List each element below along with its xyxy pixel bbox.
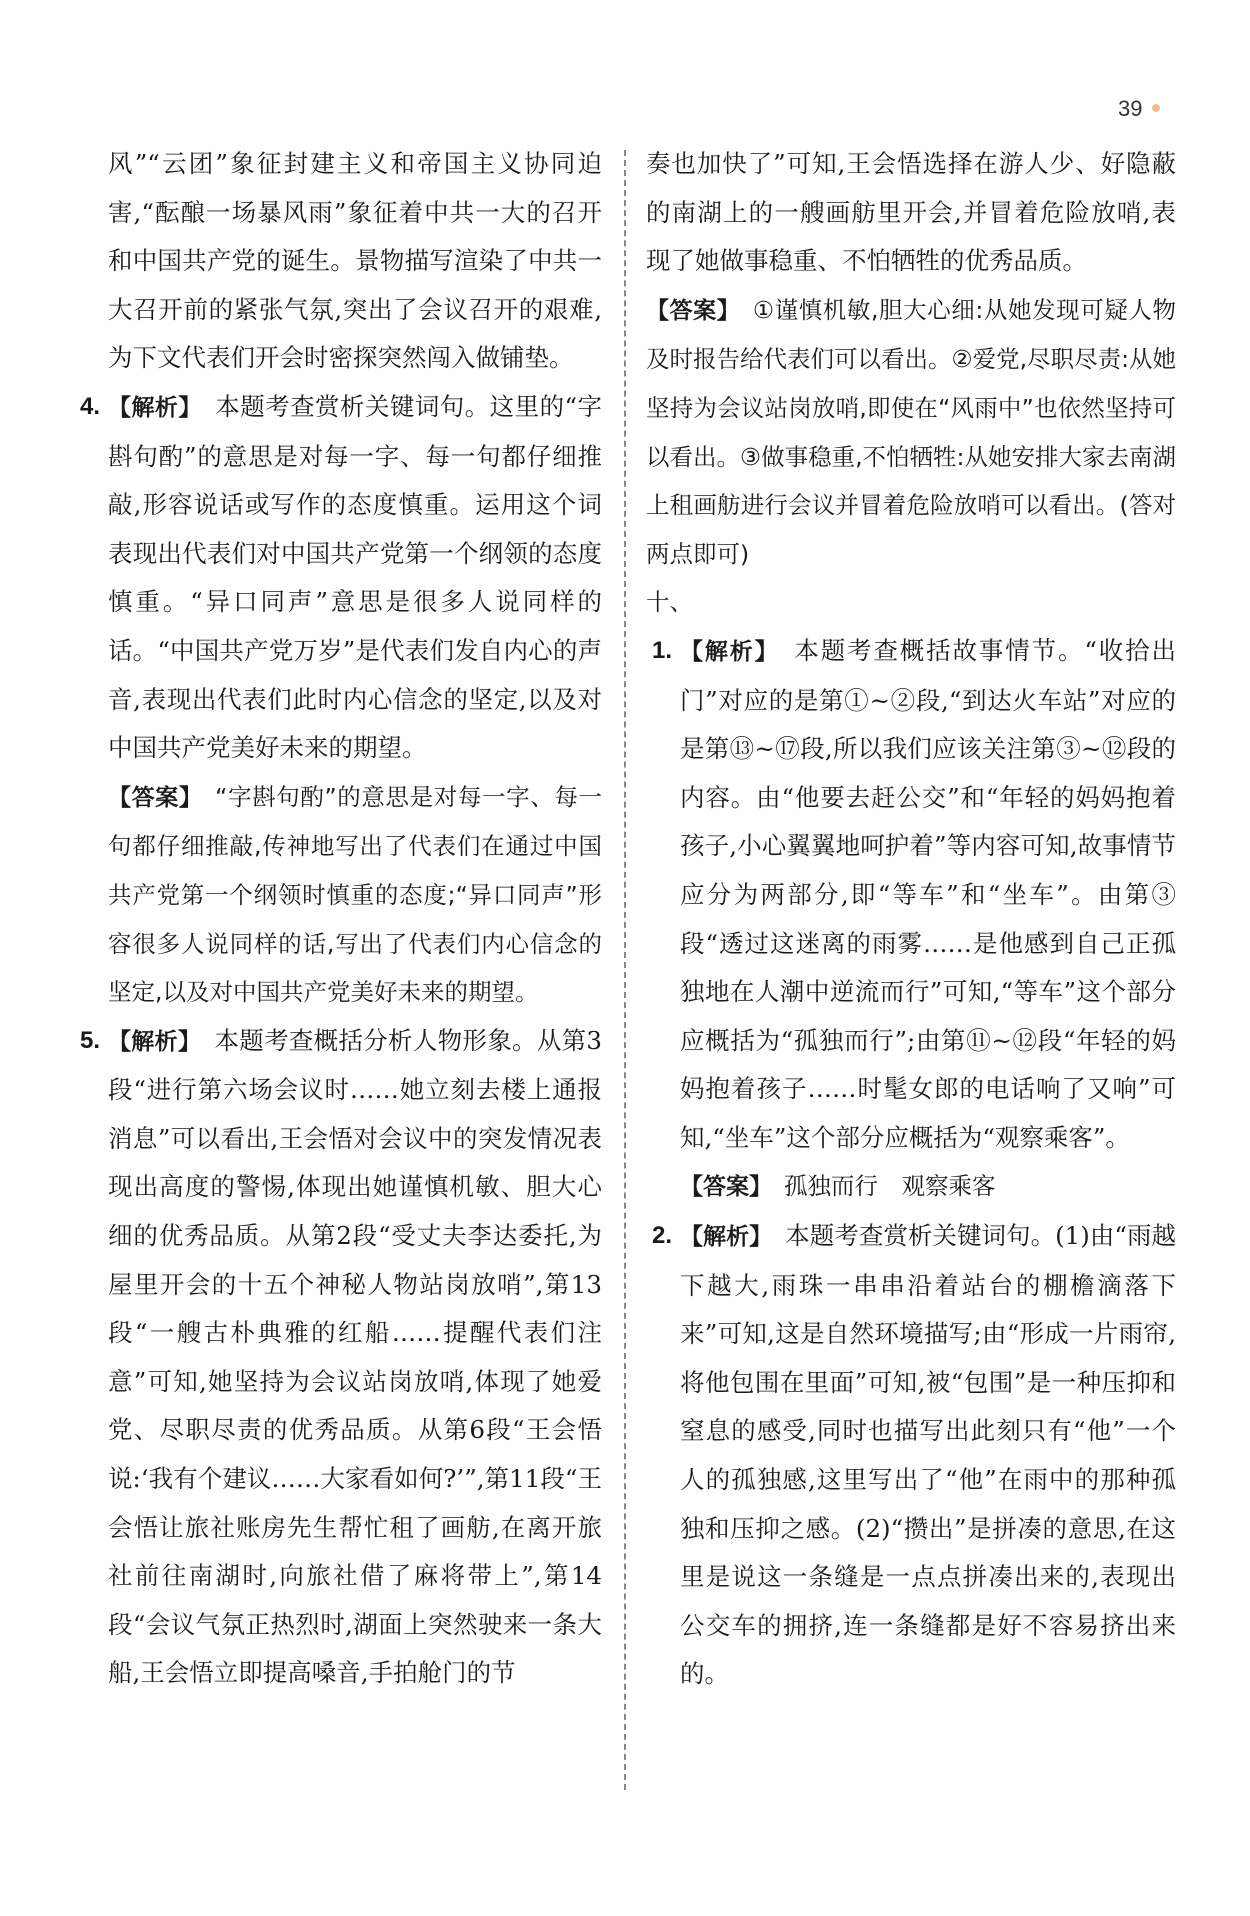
section-label: 十、 <box>646 588 693 617</box>
right-column <box>646 140 1176 1699</box>
answer-text: ①谨慎机敏,胆大心细:从她发现可疑人物及时报告给代表们可以看出。②爱党,尽职尽责:从她坚持为会议站岗放哨,即使在“风雨中”也依然坚持可以看出。③做事稳重,不怕牺牲:从她安排大家去南湖上租画舫进行会议并冒着危险放哨可以看出。(答对两点即可) <box>646 295 1176 568</box>
analysis-text: 本题考查赏析关键词句。这里的“字斟句酌”的意思是对每一字、每一句都仔细推敲,形容说话或写作的态度慎重。运用这个词表现出代表们对中国共产党第一个纲领的态度慎重。“异口同声”意思是很多人说同样的话。“中国共产党万岁”是代表们发自内心的声音,表现出代表们此时内心信念的坚定,以及对中国共产党美好未来的期望。 <box>108 391 603 763</box>
analysis-tag: 【解析】 <box>108 1028 190 1055</box>
question-4-analysis <box>74 383 602 773</box>
question-2-analysis <box>646 1212 1176 1699</box>
column-divider <box>624 150 626 1790</box>
analysis-text: 本题考查赏析关键词句。(1)由“雨越下越大,雨珠一串串沿着站台的棚檐滴落下来”可知,这是自然环境描写;由“形成一片雨帘,将他包围在里面”可知,被“包围”是一种压抑和窒息的感受,同时也描写出此刻只有“他”一个人的孤独感,这里写出了“他”在雨中的那种孤独和压抑之感。(2)“攒出”是拼凑的意思,在这里是说这一条缝是一点点拼凑出来的,表现出公交车的拥挤,连一条缝都是好不容易挤出来的。 <box>680 1221 1177 1689</box>
analysis-tag: 【解析】 <box>108 394 191 421</box>
question-number: 2. <box>652 1222 673 1250</box>
continued-paragraph: 奏也加快了”可知,王会悟选择在游人少、好隐蔽的南湖上的一艘画舫里开会,并冒着危险放哨,表现了她做事稳重、不怕牺牲的优秀品质。 <box>646 149 1176 276</box>
answer-text: “字斟句酌”的意思是对每一字、每一句都仔细推敲,传神地写出了代表们在通过中国共产党第一个纲领时慎重的态度;“异口同声”形容很多人说同样的话,写出了代表们内心信念的坚定,以及对中国共产党美好未来的期望。 <box>108 782 603 1007</box>
answer-tag: 【答案】 <box>646 297 729 324</box>
question-number: 1. <box>652 636 673 664</box>
page-number-dot-icon <box>1152 104 1160 112</box>
left-column <box>74 140 602 1698</box>
analysis-text: 本题考查概括故事情节。“收拾出门”对应的是第①~②段,“到达火车站”对应的是第⑬~⑰段,所以我们应该关注第③~⑫段的内容。由“他要去赶公交”和“年轻的妈妈抱着孩子,小心翼翼地呵护着”等内容可知,故事情节应分为两部分,即“等车”和“坐车”。由第③段“透过这迷离的雨雾……是他感到自己正孤独地在人潮中逆流而行”可知,“等车”这个部分应概括为“孤独而行”;由第⑪~⑫段“年轻的妈妈抱着孩子……时髦女郎的电话响了又响”可知,“坐车”这个部分应概括为“观察乘客”。 <box>680 635 1177 1152</box>
page-number: 39 <box>1118 96 1143 121</box>
question-1-analysis <box>646 627 1176 1163</box>
analysis-text: 本题考查概括分析人物形象。从第3段“进行第六场会议时……她立刻去楼上通报消息”可以看出,王会悟对会议中的突发情况表现出高度的警惕,体现出她谨慎机敏、胆大心细的优秀品质。从第2段“受丈夫李达委托,为屋里开会的十五个神秘人物站岗放哨”,第13段“一艘古朴典雅的红船……提醒代表们注意”可知,她坚持为会议站岗放哨,体现了她爱党、尽职尽责的优秀品质。从第6段“王会悟说:‘我有个建议……大家看如何?’”,第11段“王会悟让旅社账房先生帮忙租了画舫,在离开旅社前往南湖时,向旅社借了麻将带上”,第14段“会议气氛正热烈时,湖面上突然驶来一条大船,王会悟立即提高嗓音,手拍舱门的节 <box>108 1025 603 1688</box>
answer-tag: 【答案】 <box>108 784 192 811</box>
continued-paragraph: 风”“云团”象征封建主义和帝国主义协同迫害,“酝酿一场暴风雨”象征着中共一大的召开和中国共产党的诞生。景物描写渲染了中共一大召开前的紧张气氛,突出了会议召开的艰难,为下文代表们开会时密探突然闯入做铺垫。 <box>108 149 602 373</box>
answer-tag: 【答案】 <box>680 1174 761 1201</box>
analysis-tag: 【解析】 <box>680 1224 761 1251</box>
question-5-answer <box>646 286 1176 579</box>
answer-text: 孤独而行 观察乘客 <box>784 1172 996 1201</box>
question-5-analysis <box>74 1017 602 1698</box>
question-1-answer <box>646 1162 1176 1212</box>
question-number: 5. <box>80 1026 101 1054</box>
analysis-tag: 【解析】 <box>680 638 768 665</box>
question-number: 4. <box>80 392 101 420</box>
question-4-answer <box>74 773 602 1017</box>
